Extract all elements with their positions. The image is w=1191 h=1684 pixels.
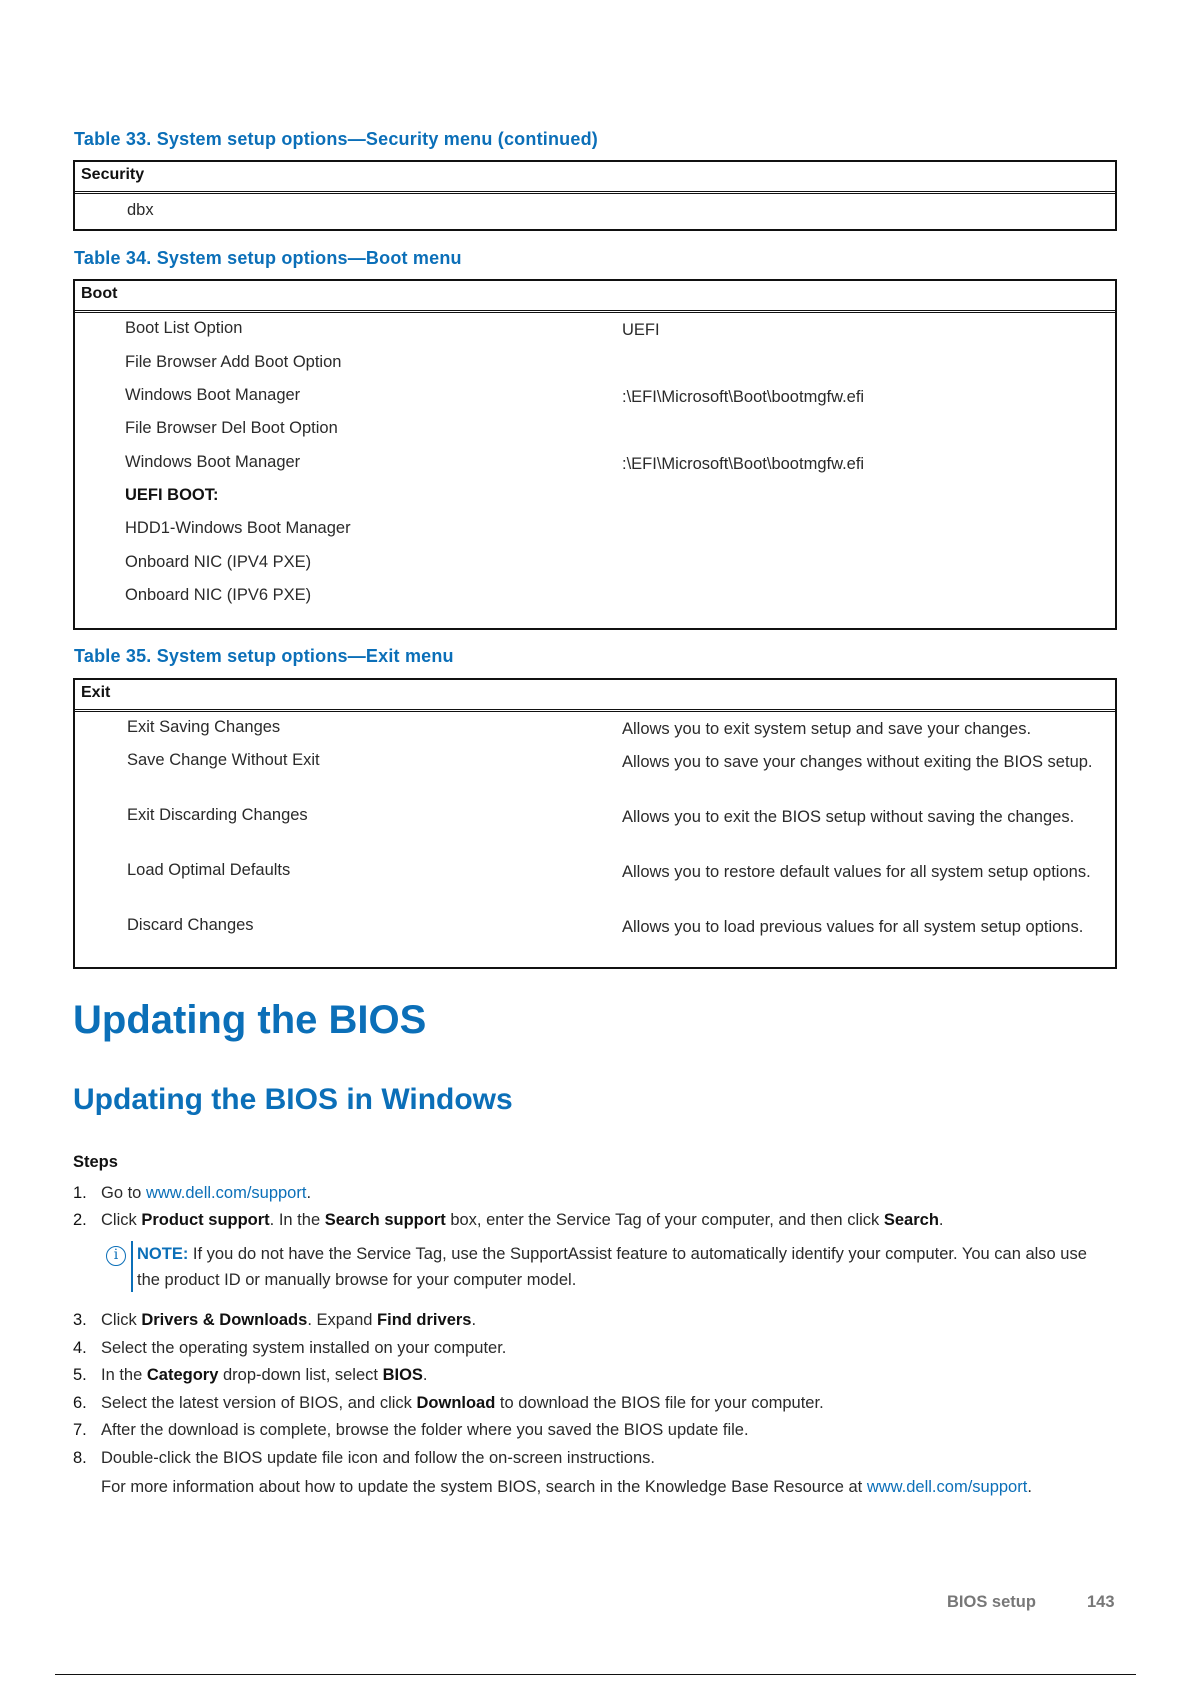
step-text: Double-click the BIOS update file icon and follow the on-screen instructions. — [101, 1449, 655, 1467]
step-text: . — [471, 1311, 477, 1329]
note-bar — [131, 1241, 133, 1292]
step-number: 2. — [73, 1211, 87, 1229]
footer-section: BIOS setup — [947, 1593, 1036, 1611]
table-35 — [73, 678, 1117, 969]
table-row — [75, 194, 1115, 229]
steps-label: Steps — [73, 1153, 118, 1171]
step-text: Click — [101, 1311, 142, 1329]
more-info — [101, 1476, 1091, 1498]
table-33 — [73, 160, 1117, 231]
boot-option-name: File Browser Add Boot Option — [125, 353, 342, 371]
table-34-caption: Table 34. System setup options—Boot menu — [74, 248, 462, 268]
boot-option-name: Onboard NIC (IPV4 PXE) — [125, 553, 312, 571]
step-number: 7. — [73, 1421, 87, 1439]
exit-option-name: Save Change Without Exit — [127, 751, 320, 769]
step-number: 6. — [73, 1394, 87, 1412]
step-text: . — [422, 1366, 428, 1384]
list-item — [73, 1366, 1113, 1385]
exit-option-name: Exit Discarding Changes — [127, 806, 308, 824]
exit-option-description: Allows you to exit system setup and save your changes. — [622, 720, 1032, 738]
step-text: Click — [101, 1211, 142, 1229]
exit-option-name: Discard Changes — [127, 916, 254, 934]
table-34-header: Boot — [75, 281, 1115, 313]
step-text: . — [938, 1211, 944, 1229]
note — [137, 1241, 1112, 1293]
list-item — [73, 1421, 1113, 1440]
exit-option-description: Allows you to load previous values for all system setup options. — [622, 918, 1084, 936]
step-text: drop-down list, select — [218, 1366, 383, 1384]
step-bold: Drivers & Downloads — [141, 1311, 308, 1329]
step-bold: Find drivers — [377, 1311, 472, 1329]
list-item — [73, 1311, 1113, 1330]
info-icon: i — [106, 1246, 126, 1266]
table-33-cell: dbx — [127, 201, 154, 219]
boot-option-value: :\EFI\Microsoft\Boot\bootmgfw.efi — [622, 388, 865, 406]
note-text: If you do not have the Service Tag, use the SupportAssist feature to automatically identify your computer. You can also use the product ID or manually browse for your computer model. — [137, 1245, 1087, 1289]
step-text: box, enter the Service Tag of your computer, and then click — [445, 1211, 884, 1229]
table-35-caption: Table 35. System setup options—Exit menu — [74, 646, 454, 666]
page-number: 143 — [1087, 1593, 1115, 1611]
boot-option-name: File Browser Del Boot Option — [125, 419, 338, 437]
table-35-header: Exit — [75, 680, 1115, 712]
step-bold: BIOS — [382, 1366, 423, 1384]
list-item — [73, 1394, 1113, 1413]
boot-option-name: Windows Boot Manager — [125, 386, 301, 404]
note-label: NOTE: — [137, 1245, 189, 1263]
list-item — [73, 1449, 1113, 1468]
boot-option-value: UEFI — [622, 321, 660, 339]
step-bold: Search support — [324, 1211, 446, 1229]
step-text: . Expand — [307, 1311, 378, 1329]
step-text: . — [306, 1184, 312, 1202]
list-item — [73, 1211, 1113, 1230]
exit-option-name: Exit Saving Changes — [127, 718, 281, 736]
step-number: 4. — [73, 1339, 87, 1357]
table-34 — [73, 279, 1117, 630]
boot-option-name: HDD1-Windows Boot Manager — [125, 519, 351, 537]
step-number: 1. — [73, 1184, 87, 1202]
step-number: 8. — [73, 1449, 87, 1467]
step-text: In the — [101, 1366, 147, 1384]
step-bold: Category — [146, 1366, 219, 1384]
step-number: 3. — [73, 1311, 87, 1329]
table-33-header: Security — [75, 162, 1115, 194]
step-text: Select the latest version of BIOS, and click — [101, 1394, 417, 1412]
step-text: For more information about how to update the system BIOS, search in the Knowledge Base Resource at — [101, 1478, 867, 1496]
step-bold: Download — [416, 1394, 496, 1412]
step-text: Go to — [101, 1184, 146, 1202]
boot-option-name: UEFI BOOT: — [125, 486, 219, 504]
page-title: Updating the BIOS — [73, 998, 427, 1042]
step-text: to download the BIOS file for your computer. — [495, 1394, 824, 1412]
boot-option-name: Boot List Option — [125, 319, 243, 337]
step-bold: Search — [883, 1211, 939, 1229]
list-item — [73, 1339, 1113, 1358]
step-number: 5. — [73, 1366, 87, 1384]
boot-option-value: :\EFI\Microsoft\Boot\bootmgfw.efi — [622, 455, 865, 473]
boot-option-name: Windows Boot Manager — [125, 453, 301, 471]
support-link[interactable]: www.dell.com/support — [145, 1184, 307, 1202]
table-33-caption: Table 33. System setup options—Security menu (continued) — [74, 129, 598, 149]
step-text: . In the — [269, 1211, 325, 1229]
step-text: After the download is complete, browse the folder where you saved the BIOS update file. — [101, 1421, 749, 1439]
step-bold: Product support — [141, 1211, 270, 1229]
exit-option-description: Allows you to save your changes without exiting the BIOS setup. — [622, 753, 1093, 771]
section-subtitle: Updating the BIOS in Windows — [73, 1083, 513, 1116]
exit-option-name: Load Optimal Defaults — [127, 861, 291, 879]
exit-option-description: Allows you to exit the BIOS setup without saving the changes. — [622, 808, 1075, 826]
footer-rule — [55, 1674, 1136, 1675]
support-link[interactable]: www.dell.com/support — [866, 1478, 1028, 1496]
step-text: Select the operating system installed on your computer. — [101, 1339, 507, 1357]
exit-option-description: Allows you to restore default values for all system setup options. — [622, 863, 1091, 881]
step-text: . — [1027, 1478, 1032, 1496]
list-item — [73, 1184, 1113, 1203]
boot-option-name: Onboard NIC (IPV6 PXE) — [125, 586, 312, 604]
